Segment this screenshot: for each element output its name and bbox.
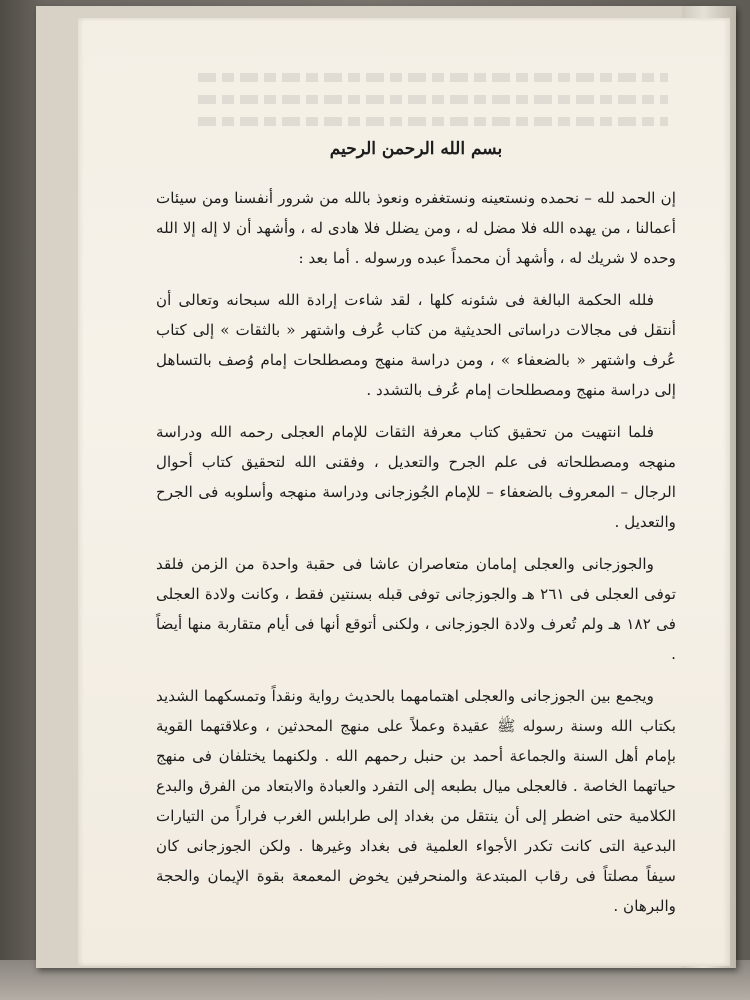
paragraph-2: فلله الحكمة البالغة فى شئونه كلها ، لقد شاءت إرادة الله سبحانه وتعالى أن أنتقل فى مجالات دراساتى الحديثية من كتاب عُرف واشتهر « بالثقات » إلى كتاب عُرف واشتهر « بالضعفاء » ، ومن دراسة منهج ومصطلحات إمام وُصف بالتساهل إلى دراسة منهج ومصطلحات إمام عُرف بالتشدد . bbox=[156, 291, 676, 400]
page-content bbox=[156, 136, 676, 933]
paragraph-1: إن الحمد لله – نحمده ونستعينه ونستغفره ونعوذ بالله من شرور أنفسنا ومن سيئات أعمالنا ، من يهده الله فلا مضل له ، ومن يضلل فلا هادى له ، وأشهد أن لا إله إلا الله وحده لا شريك له ، وأشهد أن محمداً عبده ورسوله . أما بعد : bbox=[156, 189, 676, 268]
show-through-text bbox=[198, 73, 668, 143]
basmala-heading: بسم الله الرحمن الرحيم bbox=[329, 139, 503, 159]
book bbox=[36, 6, 736, 968]
paragraph-3: فلما انتهيت من تحقيق كتاب معرفة الثقات للإمام العجلى رحمه الله ودراسة منهجه ومصطلحاته فى علم الجرح والتعديل ، وفقنى الله لتحقيق كتاب أحوال الرجال – المعروف بالضعفاء – للإمام الجُوزجانى ودراسة منهجه وأسلوبه فى الجرح والتعديل . bbox=[156, 423, 676, 532]
book-page bbox=[78, 18, 730, 966]
paragraph-5: ويجمع بين الجوزجانى والعجلى اهتمامهما بالحديث رواية ونقداً وتمسكهما الشديد بكتاب الله وسنة رسوله ﷺ عقيدة وعملاً على منهج المحدثين ، وعلاقتهما القوية بإمام أهل السنة والجماعة أحمد بن حنبل رحمهم الله . ولكنهما يختلفان فى منهج حياتهما الخاصة . فالعجلى ميال بطبعه إلى التفرد والعبادة والابتعاد من الفرق والبدع الكلامية حتى اضطر إلى أن ينتقل من بغداد إلى طرابلس الغرب فراراً من التيارات البدعية التى كانت تكدر الأجواء العلمية فى بغداد وغيرها . ولكن الجوزجانى كان سيفاً مصلتاً فى رقاب المبتدعة والمنحرفين يخوض المعمعة بقوة الإيمان والحجة والبرهان . bbox=[156, 687, 676, 916]
paragraph-4: والجوزجانى والعجلى إمامان متعاصران عاشا فى حقبة واحدة من الزمن فلقد توفى العجلى فى ٢٦١ هـ والجوزجانى توفى قبله بسنتين فقط ، وكانت ولادة العجلى فى ١٨٢ هـ ولم تُعرف ولادة الجوزجانى ، ولكنى أتوقع أنها فى أيام متقاربة منها أيضاً . bbox=[156, 555, 677, 664]
